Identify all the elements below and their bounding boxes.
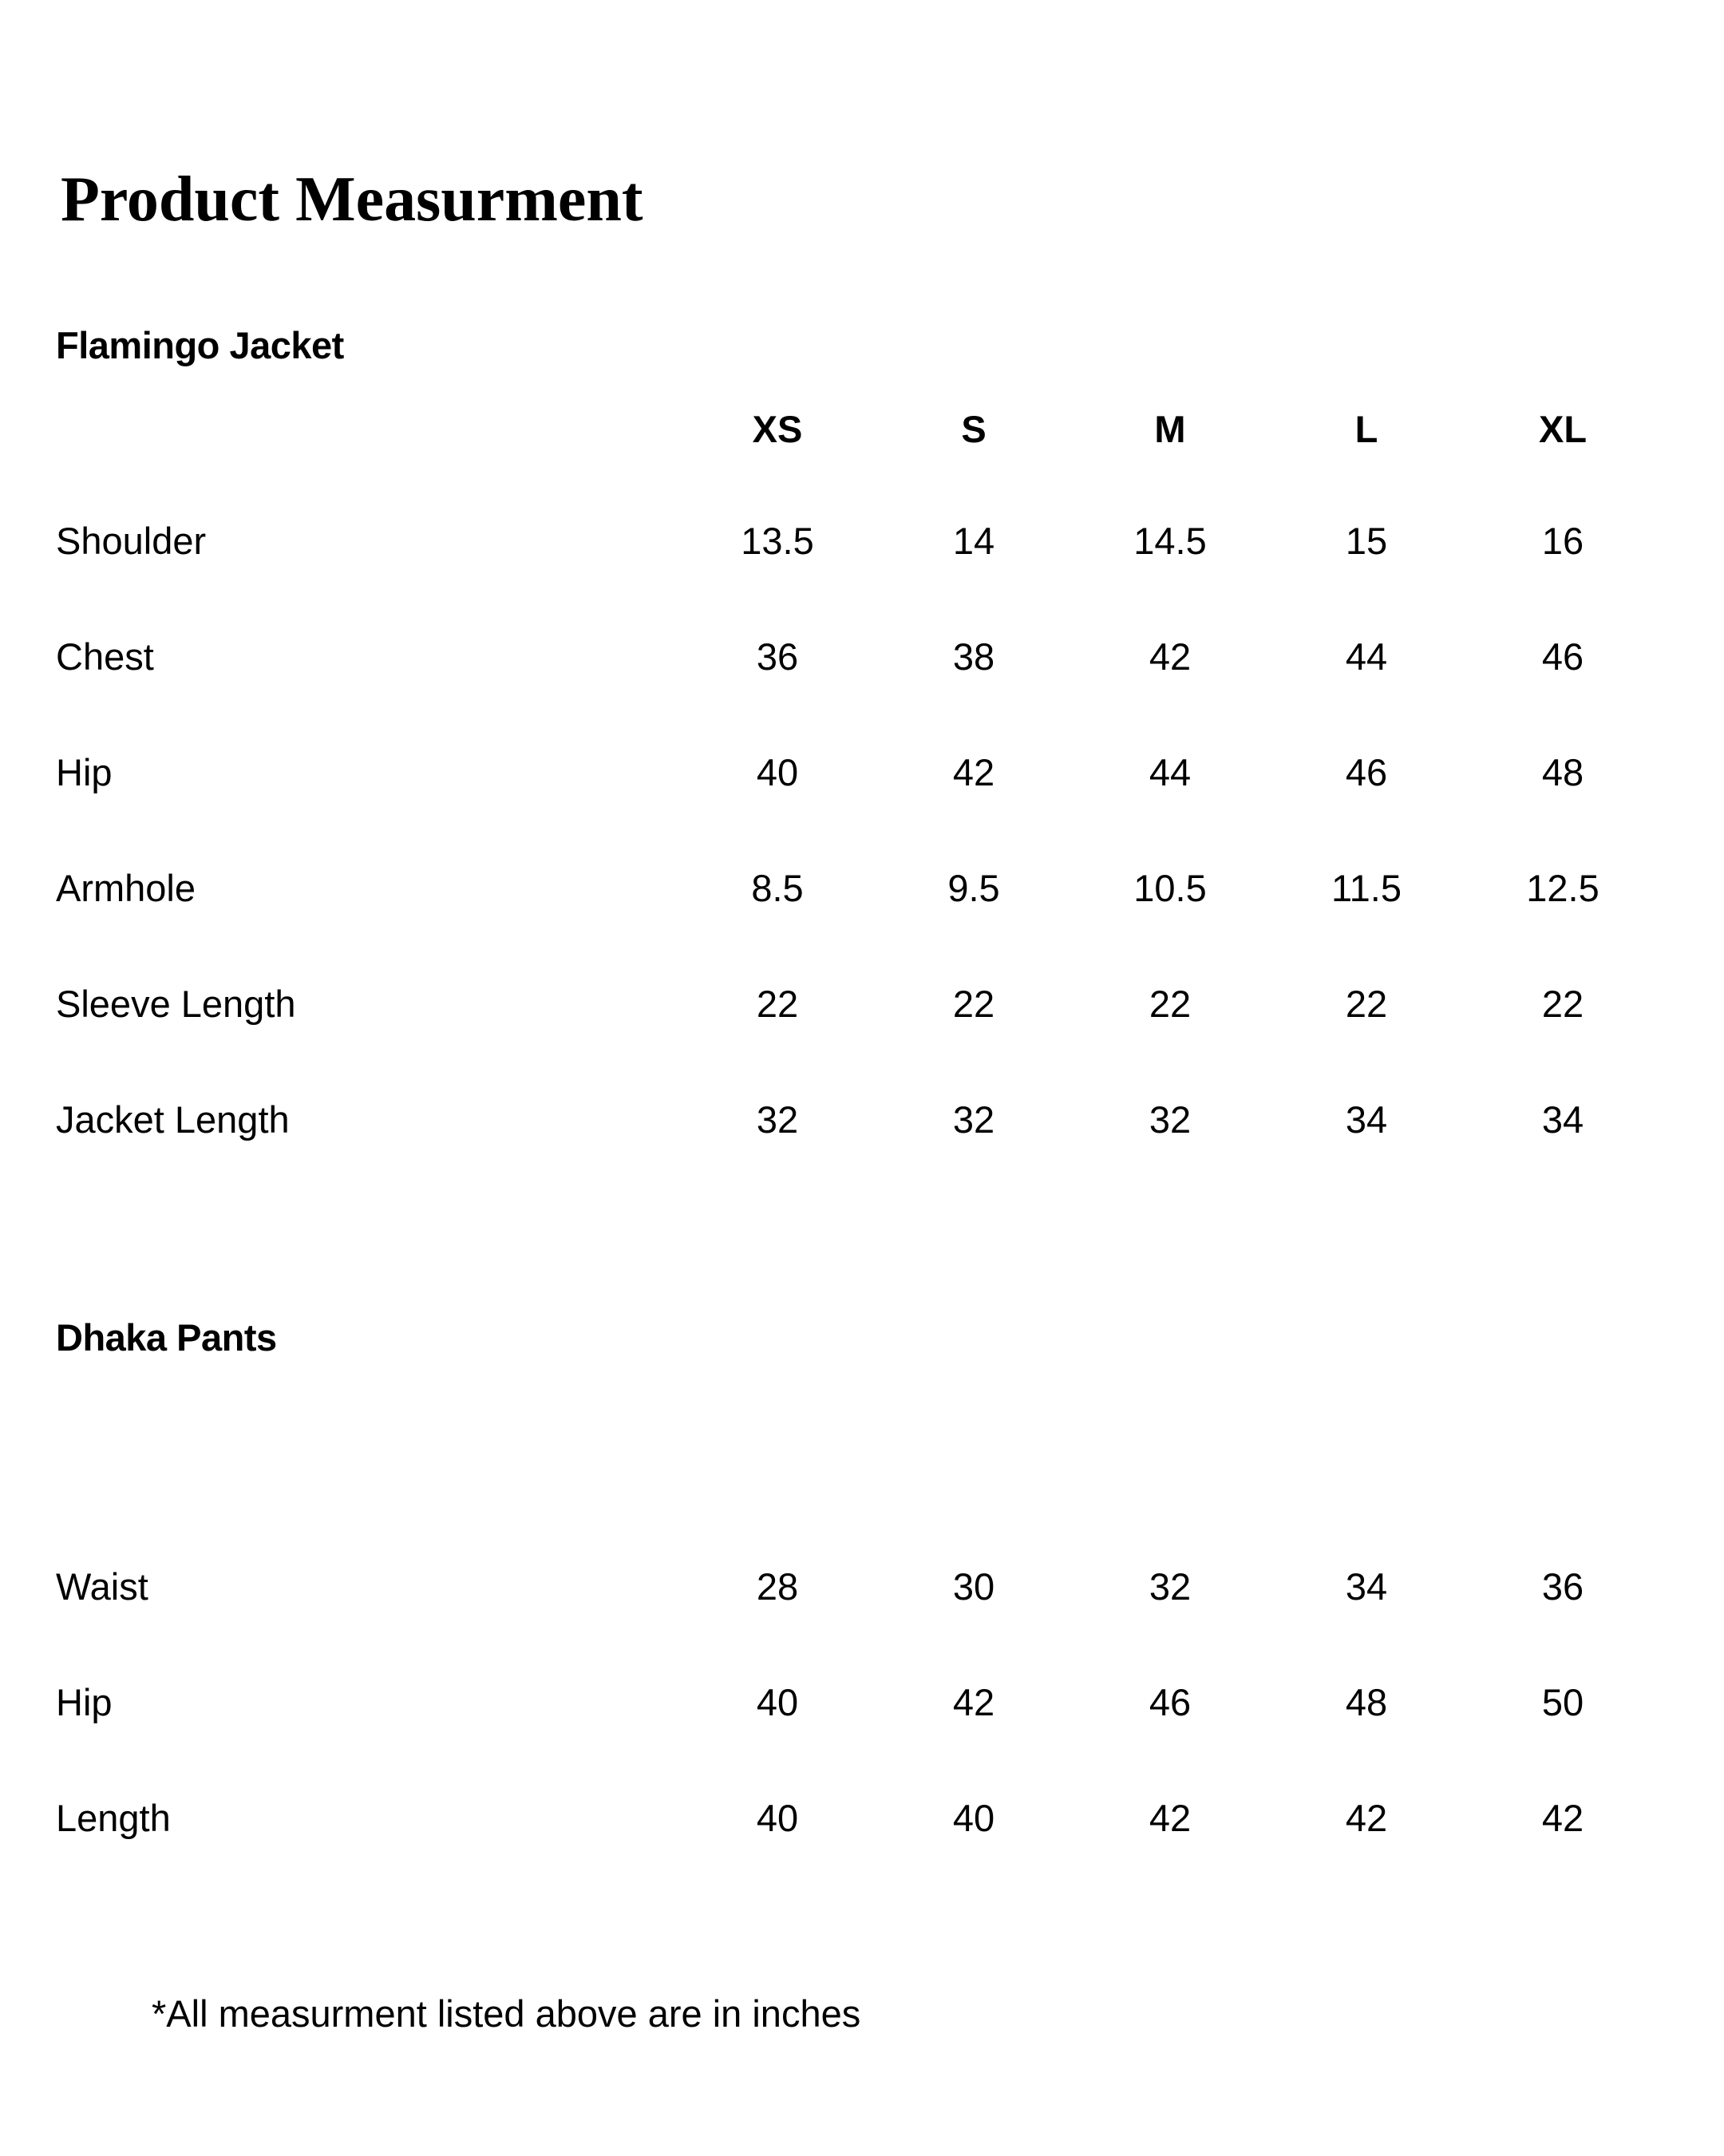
section-heading-pants: Dhaka Pants	[56, 1316, 277, 1359]
row-label: Chest	[56, 635, 154, 678]
cell: 14	[952, 520, 995, 562]
row-label: Hip	[56, 751, 113, 793]
cell: 42	[952, 1681, 995, 1723]
footnote-inches-note: *All measurment listed above are in inches	[152, 1992, 861, 2035]
cell: 34	[1345, 1565, 1388, 1608]
cell: 40	[952, 1797, 995, 1839]
section-heading-jacket: Flamingo Jacket	[56, 324, 344, 366]
row-label: Sleeve Length	[56, 983, 296, 1025]
cell: 11.5	[1331, 867, 1402, 909]
cell: 22	[952, 983, 995, 1025]
cell: 32	[1149, 1098, 1192, 1141]
cell: 42	[1149, 635, 1192, 678]
cell: 38	[952, 635, 995, 678]
cell: 22	[1149, 983, 1192, 1025]
cell: 28	[756, 1565, 799, 1608]
cell: 44	[1345, 635, 1388, 678]
cell: 30	[952, 1565, 995, 1608]
cell: 32	[756, 1098, 799, 1141]
row-label: Length	[56, 1797, 171, 1839]
cell: 40	[756, 1797, 799, 1839]
cell: 48	[1345, 1681, 1388, 1723]
table-row-chest	[0, 633, 1724, 681]
row-label: Armhole	[56, 867, 196, 909]
cell: 42	[952, 751, 995, 793]
cell: 22	[1345, 983, 1388, 1025]
cell: 36	[756, 635, 799, 678]
cell: 40	[756, 751, 799, 793]
cell: 46	[1345, 751, 1388, 793]
cell: 22	[1541, 983, 1584, 1025]
cell: 46	[1541, 635, 1584, 678]
size-header-m: M	[1154, 408, 1186, 450]
cell: 9.5	[947, 867, 1000, 909]
cell: 42	[1345, 1797, 1388, 1839]
table-row-hip	[0, 749, 1724, 797]
cell: 12.5	[1526, 867, 1599, 909]
cell: 13.5	[741, 520, 814, 562]
cell: 8.5	[751, 867, 804, 909]
cell: 34	[1541, 1098, 1584, 1141]
size-header-xl: XL	[1538, 408, 1588, 450]
size-header-row	[0, 405, 1724, 453]
cell: 34	[1345, 1098, 1388, 1141]
cell: 40	[756, 1681, 799, 1723]
cell: 22	[756, 983, 799, 1025]
table-row-shoulder	[0, 517, 1724, 565]
table-row-armhole	[0, 864, 1724, 912]
cell: 14.5	[1133, 520, 1207, 562]
row-label: Waist	[56, 1565, 148, 1608]
row-label: Shoulder	[56, 520, 207, 562]
cell: 10.5	[1133, 867, 1207, 909]
size-header-s: S	[961, 408, 987, 450]
cell: 48	[1541, 751, 1584, 793]
table-row-jacket-length	[0, 1096, 1724, 1144]
table-row-waist	[0, 1563, 1724, 1611]
cell: 42	[1149, 1797, 1192, 1839]
row-label: Jacket Length	[56, 1098, 290, 1141]
cell: 36	[1541, 1565, 1584, 1608]
table-row-pants-length	[0, 1794, 1724, 1842]
size-header-l: L	[1354, 408, 1378, 450]
table-row-sleeve-length	[0, 980, 1724, 1028]
cell: 15	[1345, 520, 1388, 562]
cell: 16	[1541, 520, 1584, 562]
cell: 50	[1541, 1681, 1584, 1723]
size-header-xs: XS	[752, 408, 803, 450]
cell: 44	[1149, 751, 1192, 793]
cell: 46	[1149, 1681, 1192, 1723]
table-row-pants-hip	[0, 1679, 1724, 1727]
cell: 42	[1541, 1797, 1584, 1839]
page-title: Product Measurment	[61, 164, 643, 235]
row-label: Hip	[56, 1681, 113, 1723]
cell: 32	[952, 1098, 995, 1141]
cell: 32	[1149, 1565, 1192, 1608]
